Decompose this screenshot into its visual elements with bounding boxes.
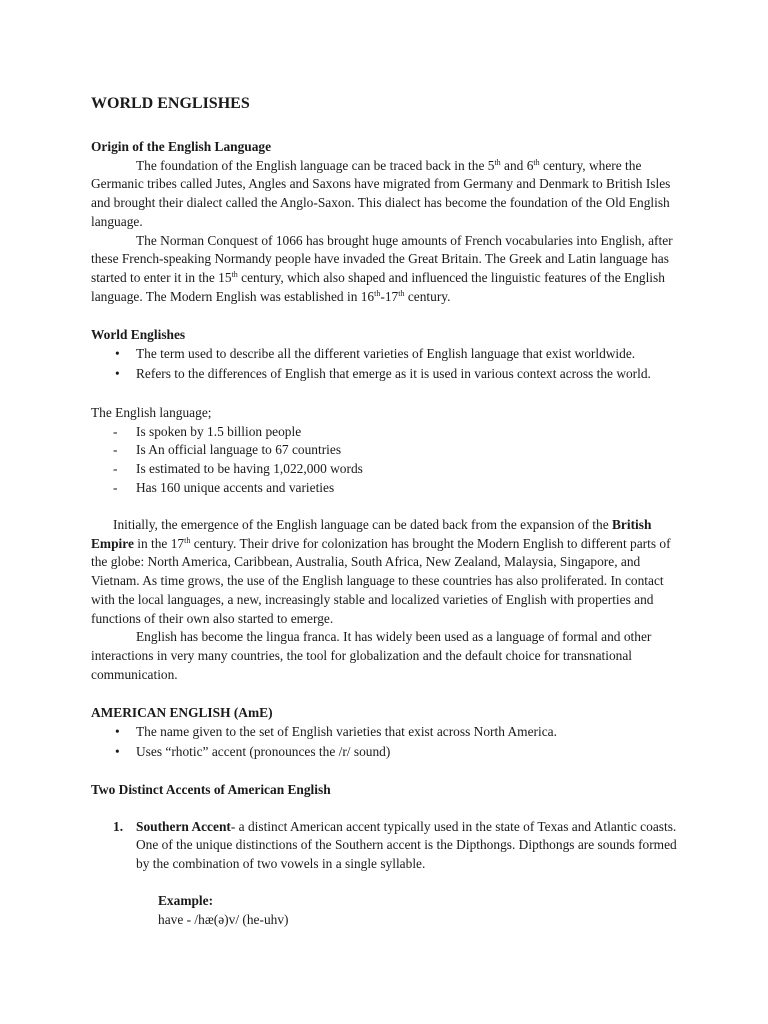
dash-icon: - xyxy=(113,479,118,495)
list-item: - Is spoken by 1.5 billion people xyxy=(91,423,681,442)
list-number: 1. xyxy=(113,818,124,834)
emergence-paragraph-1: Initially, the emergence of the English language can be dated back from the expansion of the British Empire in the 17th century. Their drive for colonization has brought the Modern English to different parts of the globe: North America, Caribbean, Australia, South Africa, New Zealand, Malaysia, Singapore, and Vietnam. As time grows, the use of the English language to these countries has also proliferated. In contact with the local languages, a new, increasingly stable and localized varieties of English with properties and functions of their own also started to emerge. xyxy=(91,517,671,626)
list-item: • The term used to describe all the different varieties of English language that exist worldwide. xyxy=(91,345,681,364)
emergence-paragraph-2: English has become the lingua franca. It has widely been used as a language of formal and other interactions in very many countries, the tool for globalization and the default choice for transnational communication. xyxy=(91,629,652,682)
list-item: • Refers to the differences of English that emerge as it is used in various context across the world. xyxy=(91,365,681,384)
bullet-icon: • xyxy=(115,345,120,361)
origin-section xyxy=(91,138,681,306)
southern-accent-term: Southern Accent xyxy=(136,818,231,834)
example-text: have - /hæ(ə)v/ (he-uhv) xyxy=(158,911,289,927)
world-englishes-section xyxy=(91,326,681,384)
american-english-heading: AMERICAN ENGLISH (AmE) xyxy=(91,705,273,720)
accents-section xyxy=(91,781,681,929)
dash-icon: - xyxy=(113,442,118,458)
english-language-intro: The English language; xyxy=(91,405,212,420)
list-item: 1. Southern Accent- a distinct American accent typically used in the state of Texas and Atlantic coasts. One of the unique distinctions of the Southern accent is the Dipthongs. Dipthongs are sounds formed by the combination of two vowels in a single syllable. xyxy=(113,818,677,872)
american-english-section xyxy=(91,704,681,762)
dash-icon: - xyxy=(113,423,118,439)
list-item: • The name given to the set of English varieties that exist across North America. xyxy=(91,723,681,742)
list-item: • Uses “rhotic” accent (pronounces the /r/ sound) xyxy=(91,743,681,762)
list-item: - Is An official language to 67 countries xyxy=(91,441,681,460)
list-item: - Has 160 unique accents and varieties xyxy=(91,479,681,498)
english-language-section xyxy=(91,404,681,498)
origin-heading: Origin of the English Language xyxy=(91,139,272,154)
emergence-section xyxy=(91,516,681,684)
world-englishes-heading: World Englishes xyxy=(91,327,186,342)
list-item: - Is estimated to be having 1,022,000 words xyxy=(91,460,681,479)
accents-heading: Two Distinct Accents of American English xyxy=(91,782,331,797)
page-title: WORLD ENGLISHES xyxy=(91,95,250,112)
origin-paragraph-1: The foundation of the English language can be traced back in the 5th and 6th century, where the Germanic tribes called Jutes, Angles and Saxons have migrated from Germany and Denmark to British Isles and brought their dialect called the Anglo-Saxon. This dialect has become the foundation of the Old English language. xyxy=(91,157,671,229)
bullet-icon: • xyxy=(115,366,120,382)
origin-paragraph-2: The Norman Conquest of 1066 has brought huge amounts of French vocabularies into English, after these French-speaking Normandy people have invaded the Great Britain. The Greek and Latin language has started to enter it in the 15th century, which also shaped and influenced the linguistic features of the English language. The Modern English was established in 16th-17th century. xyxy=(91,232,673,304)
bullet-icon: • xyxy=(115,744,120,760)
bullet-icon: • xyxy=(115,723,120,739)
example-label: Example: xyxy=(158,892,214,908)
dash-icon: - xyxy=(113,461,118,477)
